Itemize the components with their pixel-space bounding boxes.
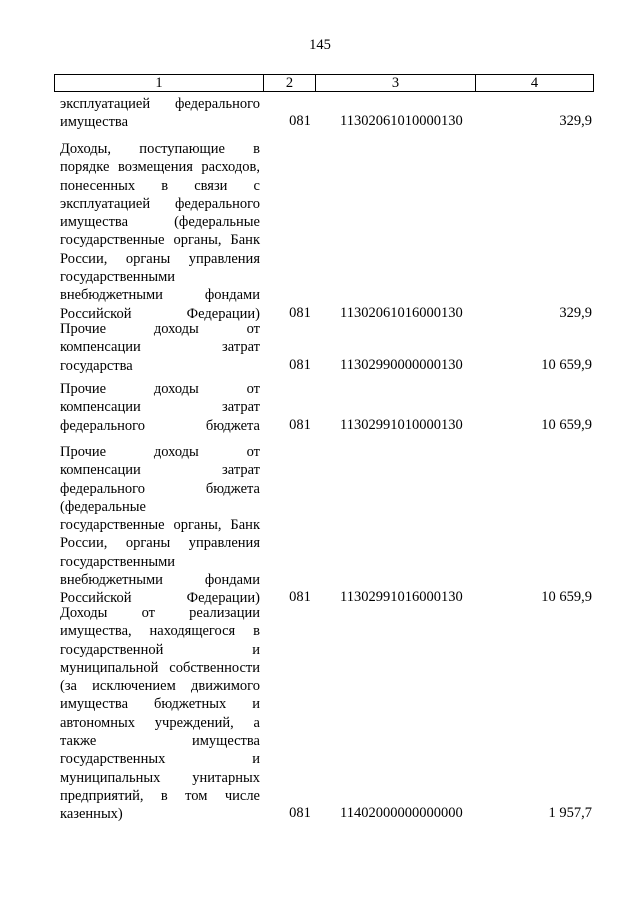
row-description <box>60 95 260 132</box>
row-amount: 10 659,9 <box>541 416 592 433</box>
description-line: государственной и <box>60 641 260 658</box>
table-header <box>54 74 594 92</box>
row-amount: 329,9 <box>559 304 592 321</box>
row-kbk-code: 11302990000000130 <box>340 356 463 373</box>
row-amount: 10 659,9 <box>541 589 592 606</box>
header-col-1: 1 <box>55 75 264 91</box>
row-amount: 329,9 <box>559 113 592 130</box>
description-line: муниципальных унитарных <box>60 769 260 786</box>
description-line: имущества (федеральные <box>60 214 260 231</box>
row-description <box>60 380 260 435</box>
description-line: компенсации затрат <box>60 399 260 416</box>
description-line: казенных) <box>60 806 123 823</box>
description-line: Российской Федерации) <box>60 305 260 322</box>
description-line: (федеральные <box>60 498 146 515</box>
description-line: Прочие доходы от <box>60 444 260 460</box>
description-line: федерального бюджета <box>60 480 260 497</box>
description-line: (за исключением движимого <box>60 678 260 695</box>
description-line: компенсации затрат <box>60 462 260 479</box>
description-line: государства <box>60 357 133 374</box>
description-line: эксплуатацией федерального <box>60 96 260 112</box>
description-line: России, органы управления <box>60 535 260 552</box>
description-line: России, органы управления <box>60 250 260 267</box>
row-description <box>60 443 260 608</box>
description-line: государственные органы, Банк <box>60 517 260 534</box>
description-line: муниципальной собственности <box>60 659 260 676</box>
description-line: внебюджетными фондами <box>60 572 260 589</box>
row-description <box>60 604 260 824</box>
description-line: Российской Федерации) <box>60 590 260 607</box>
description-line: Прочие доходы от <box>60 321 260 337</box>
row-amount: 10 659,9 <box>541 356 592 373</box>
description-line: эксплуатацией федерального <box>60 195 260 212</box>
row-kbk-code: 11302991010000130 <box>340 416 463 433</box>
row-kbk-code: 11302061016000130 <box>340 304 463 321</box>
row-kbk-code: 11302991016000130 <box>340 589 463 606</box>
description-line: Доходы от реализации <box>60 605 260 621</box>
page-number: 145 <box>309 37 331 53</box>
header-col-3: 3 <box>316 75 476 91</box>
description-line: предприятий, в том числе <box>60 787 260 804</box>
description-line: понесенных в связи с <box>60 177 260 194</box>
description-line: также имущества <box>60 733 260 750</box>
description-line: внебюджетными фондами <box>60 287 260 304</box>
description-line: государственными <box>60 269 176 286</box>
description-line: автономных учреждений, а <box>60 714 260 731</box>
row-kbk-code: 11302061010000130 <box>340 113 463 130</box>
description-line: имущества, находящегося в <box>60 623 260 640</box>
description-line: государственными <box>60 553 176 570</box>
description-line: порядке возмещения расходов, <box>60 159 260 176</box>
description-line: государственные органы, Банк <box>60 232 260 249</box>
header-col-2: 2 <box>264 75 316 91</box>
row-description <box>60 320 260 375</box>
row-admin-code: 081 <box>289 356 311 373</box>
row-admin-code: 081 <box>289 113 311 130</box>
row-admin-code: 081 <box>289 589 311 606</box>
row-amount: 1 957,7 <box>548 805 592 822</box>
row-kbk-code: 11402000000000000 <box>340 805 463 822</box>
header-col-4: 4 <box>530 75 539 91</box>
description-line: имущества бюджетных и <box>60 696 260 713</box>
description-line: государственных и <box>60 751 260 768</box>
description-line: Прочие доходы от <box>60 381 260 397</box>
description-line: Доходы, поступающие в <box>60 141 260 157</box>
description-line: компенсации затрат <box>60 339 260 356</box>
description-line: федерального бюджета <box>60 417 260 434</box>
row-description <box>60 140 260 323</box>
row-admin-code: 081 <box>289 805 311 822</box>
row-admin-code: 081 <box>289 416 311 433</box>
row-admin-code: 081 <box>289 304 311 321</box>
description-line: имущества <box>60 114 129 131</box>
